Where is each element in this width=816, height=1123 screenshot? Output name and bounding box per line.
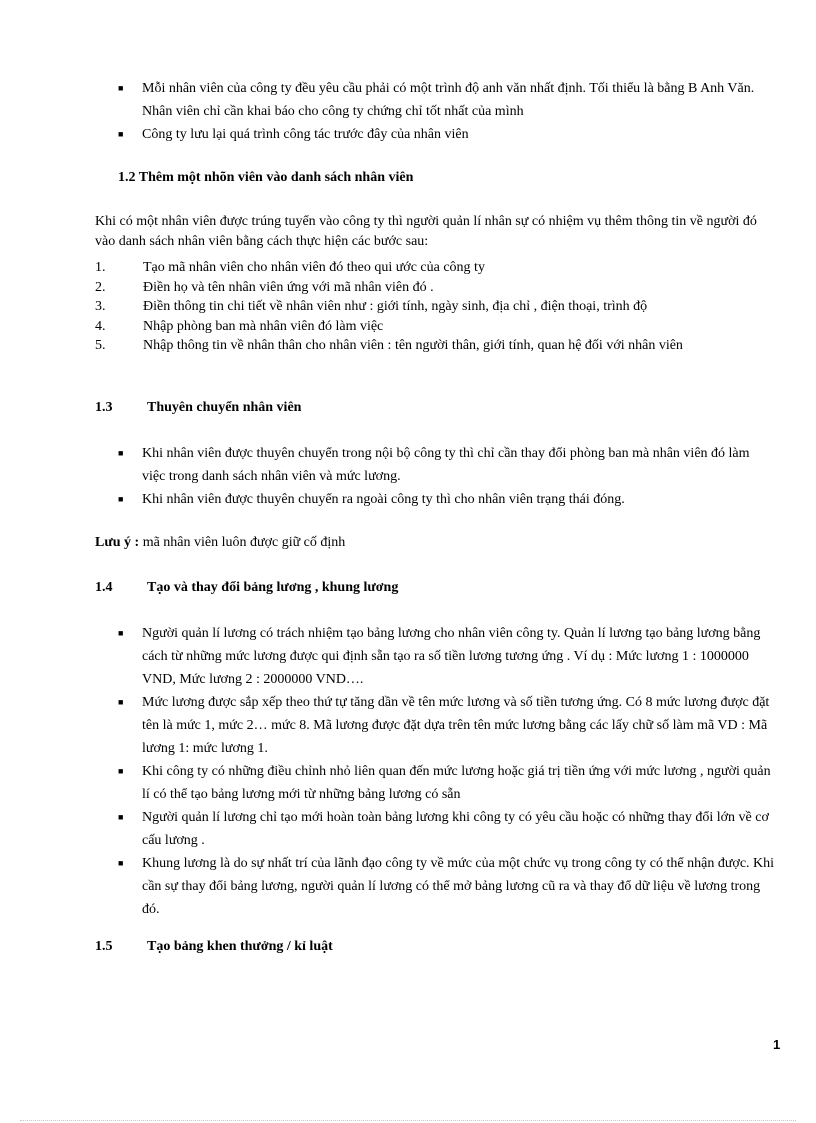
list-item: 4. Nhập phòng ban mà nhân viên đó làm việc	[95, 318, 384, 334]
note-label: Lưu ý :	[95, 535, 140, 550]
square-bullet-icon: ■	[118, 448, 124, 458]
section-number: 1.4	[95, 580, 113, 595]
list-item: ■ Mỗi nhân viên của công ty đều yêu cầu phải có một trình độ anh văn nhất định. Tối thiểu là bằng B Anh Văn. Nhân viên chỉ cần khai báo cho công ty chứng chỉ tốt nhất của mình	[0, 77, 816, 123]
section-1-2-heading: 1.2 Thêm một nhõn viên vào danh sách nhân viên	[118, 170, 414, 185]
section-title: Tạo bảng khen thưởng / kỉ luật	[147, 939, 333, 954]
list-item: ■ Khi công ty có những điều chỉnh nhỏ liên quan đến mức lương hoặc giá trị tiền ứng với mức lương , người quản lí có thể tạo bảng lương mới từ những bảng lương có sẵn	[0, 760, 816, 806]
section-1-4-bullets	[0, 622, 816, 921]
page-bottom-divider	[20, 1120, 796, 1121]
note	[95, 533, 345, 553]
section-title: Tạo và thay đổi bảng lương , khung lương	[147, 580, 399, 595]
square-bullet-icon: ■	[118, 766, 124, 776]
section-number: 1.5	[95, 939, 113, 954]
square-bullet-icon: ■	[118, 812, 124, 822]
square-bullet-icon: ■	[118, 494, 124, 504]
list-item: 3. Điền thông tin chi tiết về nhân viên như : giới tính, ngày sinh, địa chỉ , điện thoại, trình độ	[95, 299, 648, 314]
list-item: ■ Mức lương được sắp xếp theo thứ tự tăng dần về tên mức lương và số tiền tương ứng. Có 8 mức lương được đặt tên là mức 1, mức 2… mức 8. Mã lương được đặt dựa trên tên mức lương bằng các lấy chữ số làm mã VD : Mã lương 1: mức lương 1.	[0, 691, 816, 760]
section-1-2-intro: Khi có một nhân viên được trúng tuyển vào công ty thì người quản lí nhân sự có nhiệm vụ thêm thông tin về người đó vào danh sách nhân viên bằng cách thực hiện các bước sau:	[95, 214, 757, 249]
section-number: 1.3	[95, 400, 113, 415]
list-item: 2. Điền họ và tên nhân viên ứng với mã nhân viên đó .	[95, 279, 434, 295]
square-bullet-icon: ■	[118, 697, 124, 707]
square-bullet-icon: ■	[118, 628, 124, 638]
square-bullet-icon: ■	[118, 858, 124, 868]
list-item: 5. Nhập thông tin về nhân thân cho nhân viên : tên người thân, giới tính, quan hệ đối với nhân viên	[95, 338, 683, 353]
section-1-3-bullets	[0, 442, 816, 511]
list-item: ■ Khi nhân viên được thuyên chuyển trong nội bộ công ty thì chỉ cần thay đổi phòng ban mà nhân viên đó làm việc trong danh sách nhân viên và mức lương.	[0, 442, 816, 488]
list-item: ■ Khi nhân viên được thuyên chuyển ra ngoài công ty thì cho nhân viên trạng thái đóng.	[0, 488, 816, 511]
square-bullet-icon: ■	[118, 129, 124, 139]
list-item: ■ Công ty lưu lại quá trình công tác trước đây của nhân viên	[0, 123, 816, 146]
list-item: ■ Người quản lí lương chỉ tạo mới hoàn toàn bảng lương khi công ty có yêu cầu hoặc có những thay đổi lớn về cơ cấu lương .	[0, 806, 816, 852]
section-1-2-steps	[95, 258, 795, 356]
page-number: 1	[773, 1037, 781, 1052]
list-item: 1. Tạo mã nhân viên cho nhân viên đó theo qui ước của công ty	[95, 260, 485, 275]
intro-bullet-list	[0, 77, 816, 146]
square-bullet-icon: ■	[118, 83, 124, 93]
list-item: ■ Khung lương là do sự nhất trí của lãnh đạo công ty về mức của một chức vụ trong công ty có thể nhận được. Khi cần sự thay đổi bảng lương, người quản lí lương có thể mở bảng lương cũ ra và thay đổ dữ liệu về lương trong đó.	[0, 852, 816, 921]
note-text: mã nhân viên luôn được giữ cố định	[139, 535, 346, 550]
list-item: ■ Người quản lí lương có trách nhiệm tạo bảng lương cho nhân viên công ty. Quản lí lương tạo bảng lương bằng cách từ những mức lương được qui định sẵn tạo ra số tiền lương tương ứng . Ví dụ : Mức lương 1 : 1000000 VND, Mức lương 2 : 2000000 VND….	[0, 622, 816, 691]
section-title: Thuyên chuyển nhân viên	[147, 400, 302, 415]
section-1-5-heading	[95, 937, 333, 957]
section-1-3-heading	[95, 398, 301, 418]
section-1-4-heading	[95, 578, 398, 598]
